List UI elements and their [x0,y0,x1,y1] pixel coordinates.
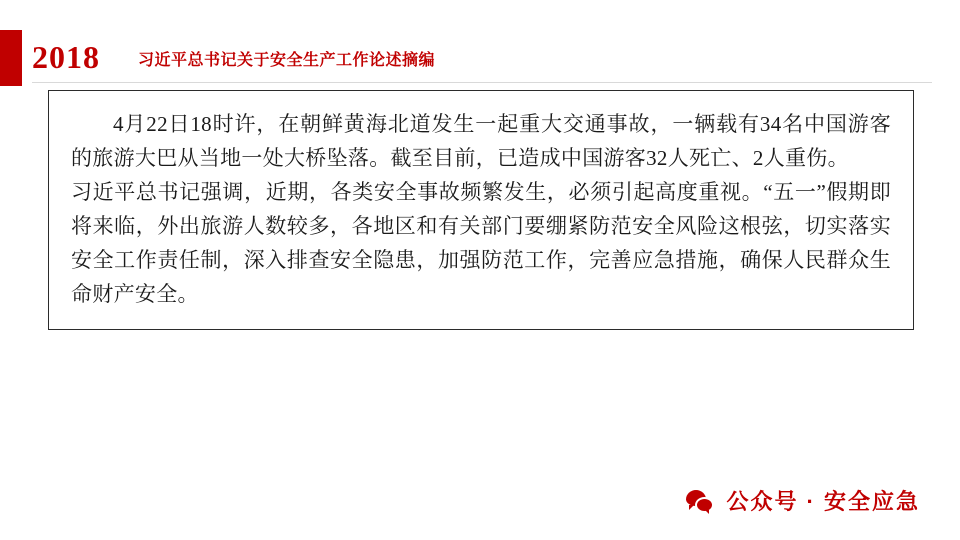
paragraph-1: 4月22日18时许，在朝鲜黄海北道发生一起重大交通事故，一辆载有34名中国游客的旅游大巴从当地一处大桥坠落。截至目前，已造成中国游客32人死亡、2人重伤。 [71,112,891,171]
paragraph-2: 习近平总书记强调，近期，各类安全事故频繁发生，必须引起高度重视。“五一”假期即将来临，外出旅游人数较多，各地区和有关部门要绷紧防范安全风险这根弦，切实落实安全工作责任制，深入排查安全隐患，加强防范工作，完善应急措施，确保人民群众生命财产安全。 [71,180,891,307]
content-text-box [48,90,914,330]
wechat-icon [686,489,714,513]
page-title: 习近平总书记关于安全生产工作论述摘编 [138,51,436,69]
header-divider [32,82,932,83]
slide-header [0,30,960,86]
red-accent-bar [0,30,22,86]
footer-label: 公众号 · 安全应急 [726,489,920,514]
footer-watermark [686,485,920,516]
year-label: 2018 [32,39,100,75]
